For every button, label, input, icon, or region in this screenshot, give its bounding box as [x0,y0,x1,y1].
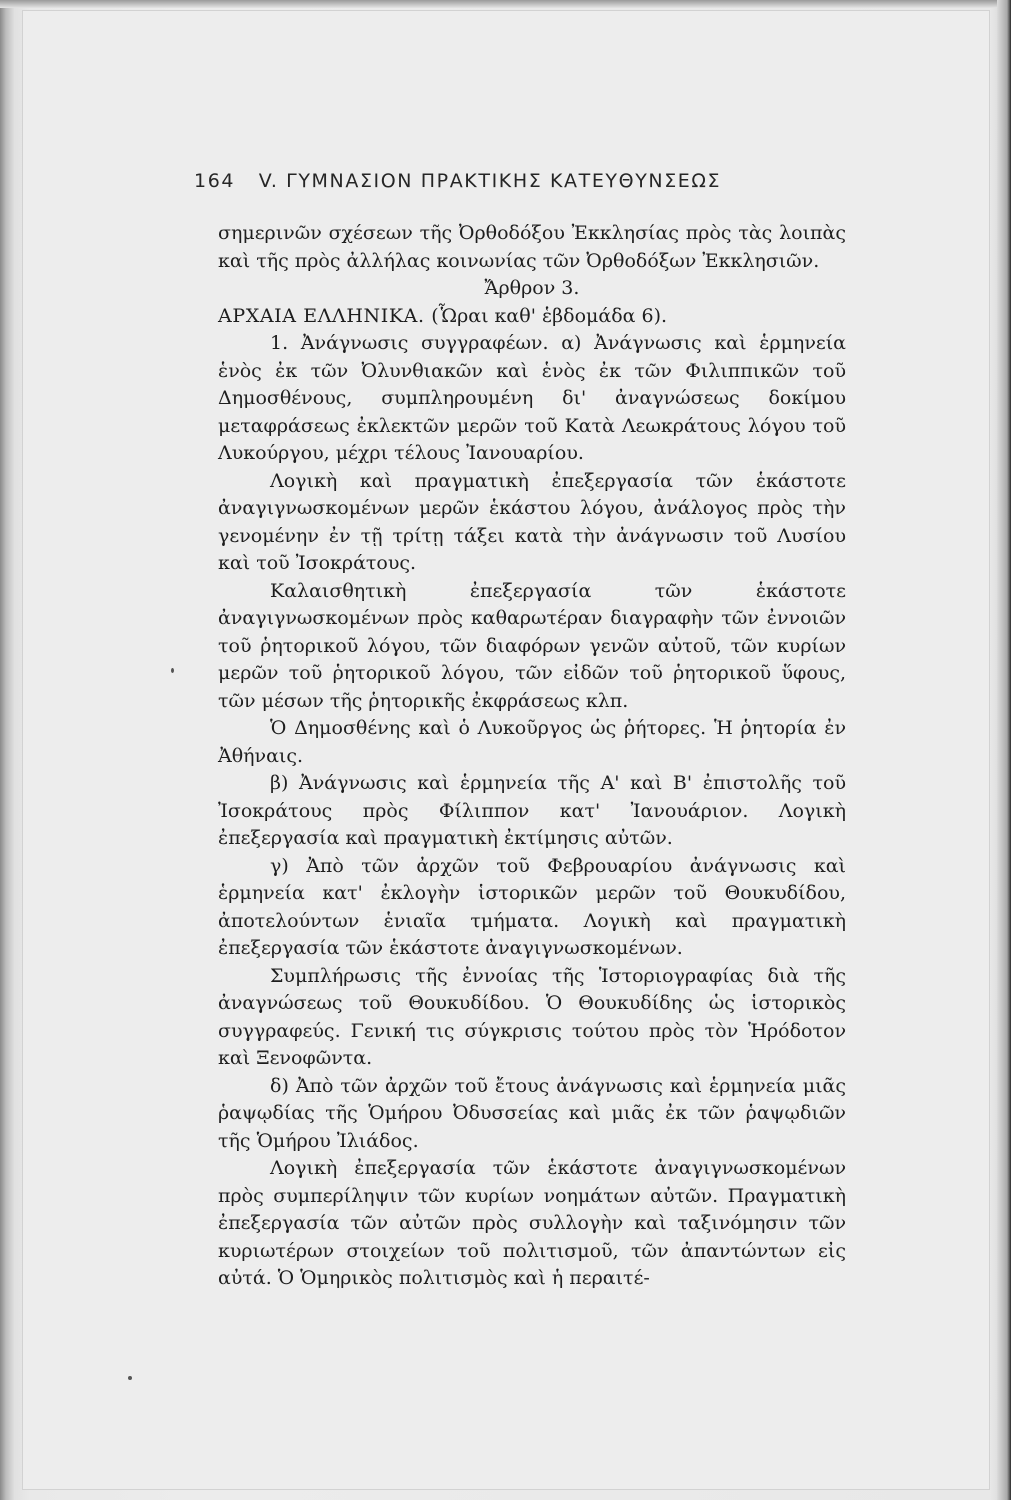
scan-speck [128,1376,132,1380]
section-heading [218,303,846,331]
paragraph-isocrates: β) Ἀνάγνωσις καὶ ἑρμηνεία τῆς Α' καὶ Β' ἐπιστολῆς τοῦ Ἰσοκράτους πρὸς Φίλιππον κατ' Ἰανουάριον. Λογικὴ ἐπεξεργασία καὶ πραγματικὴ ἐκτίμησις αὐτῶν. [218,772,846,849]
scan-speck [171,668,174,673]
page-number: 164 [194,170,236,192]
running-title: V. ΓΥΜΝΑΣΙΟΝ ΠΡΑΚΤΙΚΗΣ ΚΑΤΕΥΘΥΝΣΕΩΣ [258,170,722,192]
paragraph-homer-reading: δ) Ἀπὸ τῶν ἀρχῶν τοῦ ἔτους ἀνάγνωσις καὶ ἑρμηνεία μιᾶς ῥαψῳδίας τῆς Ὁμήρου Ὀδυσσείας καὶ μιᾶς ἐκ τῶν ῥαψῳδιῶν τῆς Ὁμήρου Ἰλιάδος. [218,1074,846,1152]
paragraph-homer-processing: Λογικὴ ἐπεξεργασία τῶν ἑκάστοτε ἀναγιγνωσκομένων πρὸς συμπερίληψιν τῶν κυρίων νοημάτων αὐτῶν. Πραγματικὴ ἐπεξεργασία τῶν αὐτῶν πρὸς συλλογὴν καὶ ταξινόμησιν τῶν κυριωτέρων στοιχείων τοῦ πολιτισμοῦ, τῶν ἀπαντώντων εἰς αὐτά. Ὁ Ὁμηρικὸς πολιτισμὸς καὶ ἡ περαιτέ- [218,1157,846,1289]
page-edge-top [0,0,1011,8]
paragraph-orators: Ὁ Δημοσθένης καὶ ὁ Λυκοῦργος ὡς ῥήτορες. Ἡ ῥητορία ἐν Ἀθήναις. [218,717,846,767]
paragraph-logical-processing: Λογικὴ καὶ πραγματικὴ ἐπεξεργασία τῶν ἑκάστοτε ἀναγιγνωσκομένων μερῶν ἑκάστου λόγου, ἀνάλογος πρὸς τὴν γενομένην ἐν τῇ τρίτῃ τάξει κατὰ τὴν ἀνάγνωσιν τοῦ Λυσίου καὶ τοῦ Ἰσοκράτους. [218,469,846,574]
paragraph-aesthetic-processing: Καλαισθητικὴ ἐπεξεργασία τῶν ἑκάστοτε ἀναγιγνωσκομένων πρὸς καθαρωτέραν διαγραφὴν τῶν ἐννοιῶν τοῦ ῥητορικοῦ λόγου, τῶν διαφόρων γενῶν αὐτοῦ, τῶν κυρίων μερῶν τοῦ ῥητορικοῦ λόγου, τῶν εἰδῶν τοῦ ῥητορικοῦ ὕφους, τῶν μέσων τῆς ῥητορικῆς ἐκφράσεως κλπ. [218,579,846,712]
section-hours: (Ὧραι καθ' ἑβδομάδα 6). [431,304,668,327]
paragraph-historiography: Συμπλήρωσις τῆς ἐννοίας τῆς Ἱστοριογραφίας διὰ τῆς ἀναγνώσεως τοῦ Θουκυδίδου. Ὁ Θουκυδίδης ὡς ἱστορικὸς συγγραφεύς. Γενική τις σύγκρισις τούτου πρὸς τὸν Ἡρόδοτον καὶ Ξενοφῶντα. [218,964,846,1069]
section-title: ΑΡΧΑΙΑ ΕΛΛΗΝΙΚΑ. [218,304,425,327]
body-text [218,220,846,1293]
page-edge-right [997,0,1011,1500]
paragraph-continuation: σημερινῶν σχέσεων τῆς Ὀρθοδόξου Ἐκκλησίας πρὸς τὰς λοιπὰς καὶ τῆς πρὸς ἀλλήλας κοινωνίας τῶν Ὀρθοδόξων Ἐκκλησιῶν. [218,222,846,272]
paragraph-reading-authors: 1. Ἀνάγνωσις συγγραφέων. α) Ἀνάγνωσις καὶ ἑρμηνεία ἑνὸς ἐκ τῶν Ὀλυνθιακῶν καὶ ἑνὸς ἐκ τῶν Φιλιππικῶν τοῦ Δημοσθένους, συμπληρουμένη δι' ἀναγνώσεως δοκίμου μεταφράσεως ἐκλεκτῶν μερῶν τοῦ Κατὰ Λεωκράτους λόγου τοῦ Λυκούργου, μέχρι τέλους Ἰανουαρίου. [218,332,846,464]
page-edge-left [0,0,14,1500]
running-head [194,170,834,192]
paragraph-thucydides: γ) Ἀπὸ τῶν ἀρχῶν τοῦ Φεβρουαρίου ἀνάγνωσις καὶ ἑρμηνεία κατ' ἐκλογὴν ἱστορικῶν μερῶν τοῦ Θουκυδίδου, ἀποτελούντων ἑνιαῖα τμήματα. Λογικὴ καὶ πραγματικὴ ἐπεξεργασία τῶν ἑκάστοτε ἀναγιγνωσκομένων. [218,854,846,959]
article-heading: Ἄρθρον 3. [484,277,580,299]
